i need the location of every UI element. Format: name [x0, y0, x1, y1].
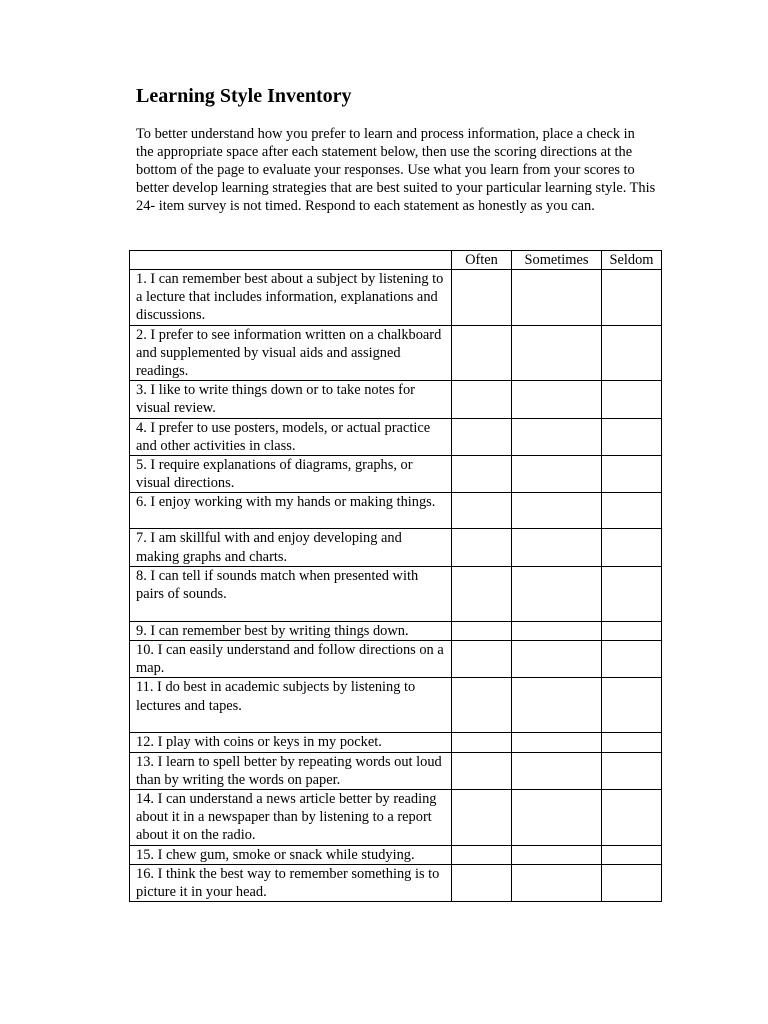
statement-text: 8. I can tell if sounds match when presented with pairs of sounds. [130, 566, 452, 621]
statement-text: 5. I require explanations of diagrams, graphs, or visual directions. [130, 456, 452, 493]
table-row [130, 566, 662, 621]
survey-body [130, 270, 662, 902]
table-row [130, 325, 662, 381]
answer-cell-often[interactable] [452, 621, 512, 640]
column-header-seldom: Seldom [602, 251, 662, 270]
answer-cell-seldom[interactable] [602, 864, 662, 901]
answer-cell-sometimes[interactable] [512, 845, 602, 864]
answer-cell-seldom[interactable] [602, 845, 662, 864]
table-row [130, 733, 662, 752]
statement-text: 3. I like to write things down or to take notes for visual review. [130, 381, 452, 418]
column-header-often: Often [452, 251, 512, 270]
table-row [130, 845, 662, 864]
answer-cell-sometimes[interactable] [512, 864, 602, 901]
statement-text: 16. I think the best way to remember something is to picture it in your head. [130, 864, 452, 901]
answer-cell-seldom[interactable] [602, 381, 662, 418]
answer-cell-seldom[interactable] [602, 456, 662, 493]
answer-cell-seldom[interactable] [602, 270, 662, 326]
table-row [130, 752, 662, 789]
answer-cell-often[interactable] [452, 493, 512, 529]
answer-cell-often[interactable] [452, 381, 512, 418]
table-row [130, 270, 662, 326]
answer-cell-seldom[interactable] [602, 752, 662, 789]
answer-cell-often[interactable] [452, 790, 512, 846]
statement-text: 4. I prefer to use posters, models, or actual practice and other activities in class. [130, 418, 452, 455]
statement-header [130, 251, 452, 270]
answer-cell-sometimes[interactable] [512, 621, 602, 640]
answer-cell-often[interactable] [452, 456, 512, 493]
answer-cell-seldom[interactable] [602, 790, 662, 846]
statement-text: 15. I chew gum, smoke or snack while studying. [130, 845, 452, 864]
answer-cell-often[interactable] [452, 566, 512, 621]
table-row [130, 621, 662, 640]
answer-cell-sometimes[interactable] [512, 456, 602, 493]
answer-cell-often[interactable] [452, 641, 512, 678]
answer-cell-sometimes[interactable] [512, 270, 602, 326]
statement-text: 14. I can understand a news article better by reading about it in a newspaper than by listening to a report about it on the radio. [130, 790, 452, 846]
answer-cell-often[interactable] [452, 270, 512, 326]
survey-table [129, 250, 662, 902]
answer-cell-often[interactable] [452, 418, 512, 455]
answer-cell-sometimes[interactable] [512, 381, 602, 418]
answer-cell-seldom[interactable] [602, 566, 662, 621]
statement-text: 10. I can easily understand and follow directions on a map. [130, 641, 452, 678]
answer-cell-sometimes[interactable] [512, 641, 602, 678]
answer-cell-sometimes[interactable] [512, 418, 602, 455]
answer-cell-sometimes[interactable] [512, 752, 602, 789]
answer-cell-seldom[interactable] [602, 529, 662, 566]
answer-cell-often[interactable] [452, 529, 512, 566]
column-header-sometimes: Sometimes [512, 251, 602, 270]
table-row [130, 864, 662, 901]
answer-cell-often[interactable] [452, 845, 512, 864]
answer-cell-often[interactable] [452, 733, 512, 752]
answer-cell-sometimes[interactable] [512, 678, 602, 733]
answer-cell-seldom[interactable] [602, 733, 662, 752]
page-title: Learning Style Inventory [136, 85, 352, 107]
answer-cell-sometimes[interactable] [512, 790, 602, 846]
answer-cell-sometimes[interactable] [512, 325, 602, 381]
statement-text: 11. I do best in academic subjects by listening to lectures and tapes. [130, 678, 452, 733]
answer-cell-often[interactable] [452, 752, 512, 789]
table-row [130, 641, 662, 678]
statement-text: 13. I learn to spell better by repeating words out loud than by writing the words on paper. [130, 752, 452, 789]
statement-text: 1. I can remember best about a subject by listening to a lecture that includes information, explanations and discussions. [130, 270, 452, 326]
table-row [130, 418, 662, 455]
table-row [130, 529, 662, 566]
answer-cell-seldom[interactable] [602, 493, 662, 529]
statement-text: 7. I am skillful with and enjoy developing and making graphs and charts. [130, 529, 452, 566]
answer-cell-often[interactable] [452, 864, 512, 901]
statement-text: 6. I enjoy working with my hands or making things. [130, 493, 452, 529]
statement-text: 2. I prefer to see information written on a chalkboard and supplemented by visual aids and assigned readings. [130, 325, 452, 381]
table-row [130, 790, 662, 846]
answer-cell-often[interactable] [452, 678, 512, 733]
answer-cell-often[interactable] [452, 325, 512, 381]
table-row [130, 493, 662, 529]
answer-cell-sometimes[interactable] [512, 566, 602, 621]
answer-cell-seldom[interactable] [602, 641, 662, 678]
answer-cell-seldom[interactable] [602, 621, 662, 640]
answer-cell-sometimes[interactable] [512, 529, 602, 566]
table-header-row [130, 251, 662, 270]
intro-paragraph: To better understand how you prefer to learn and process information, place a check in the appropriate space after each statement below, then use the scoring directions at the bottom of the page to evaluate your responses. Use what you learn from your scores to better develop learning strategies that are best suited to your particular learning style. This 24- item survey is not timed. Respond to each statement as honestly as you can. [136, 126, 656, 214]
answer-cell-sometimes[interactable] [512, 493, 602, 529]
answer-cell-seldom[interactable] [602, 325, 662, 381]
answer-cell-seldom[interactable] [602, 678, 662, 733]
answer-cell-sometimes[interactable] [512, 733, 602, 752]
statement-text: 9. I can remember best by writing things down. [130, 621, 452, 640]
table-row [130, 678, 662, 733]
table-row [130, 456, 662, 493]
table-row [130, 381, 662, 418]
answer-cell-seldom[interactable] [602, 418, 662, 455]
statement-text: 12. I play with coins or keys in my pocket. [130, 733, 452, 752]
